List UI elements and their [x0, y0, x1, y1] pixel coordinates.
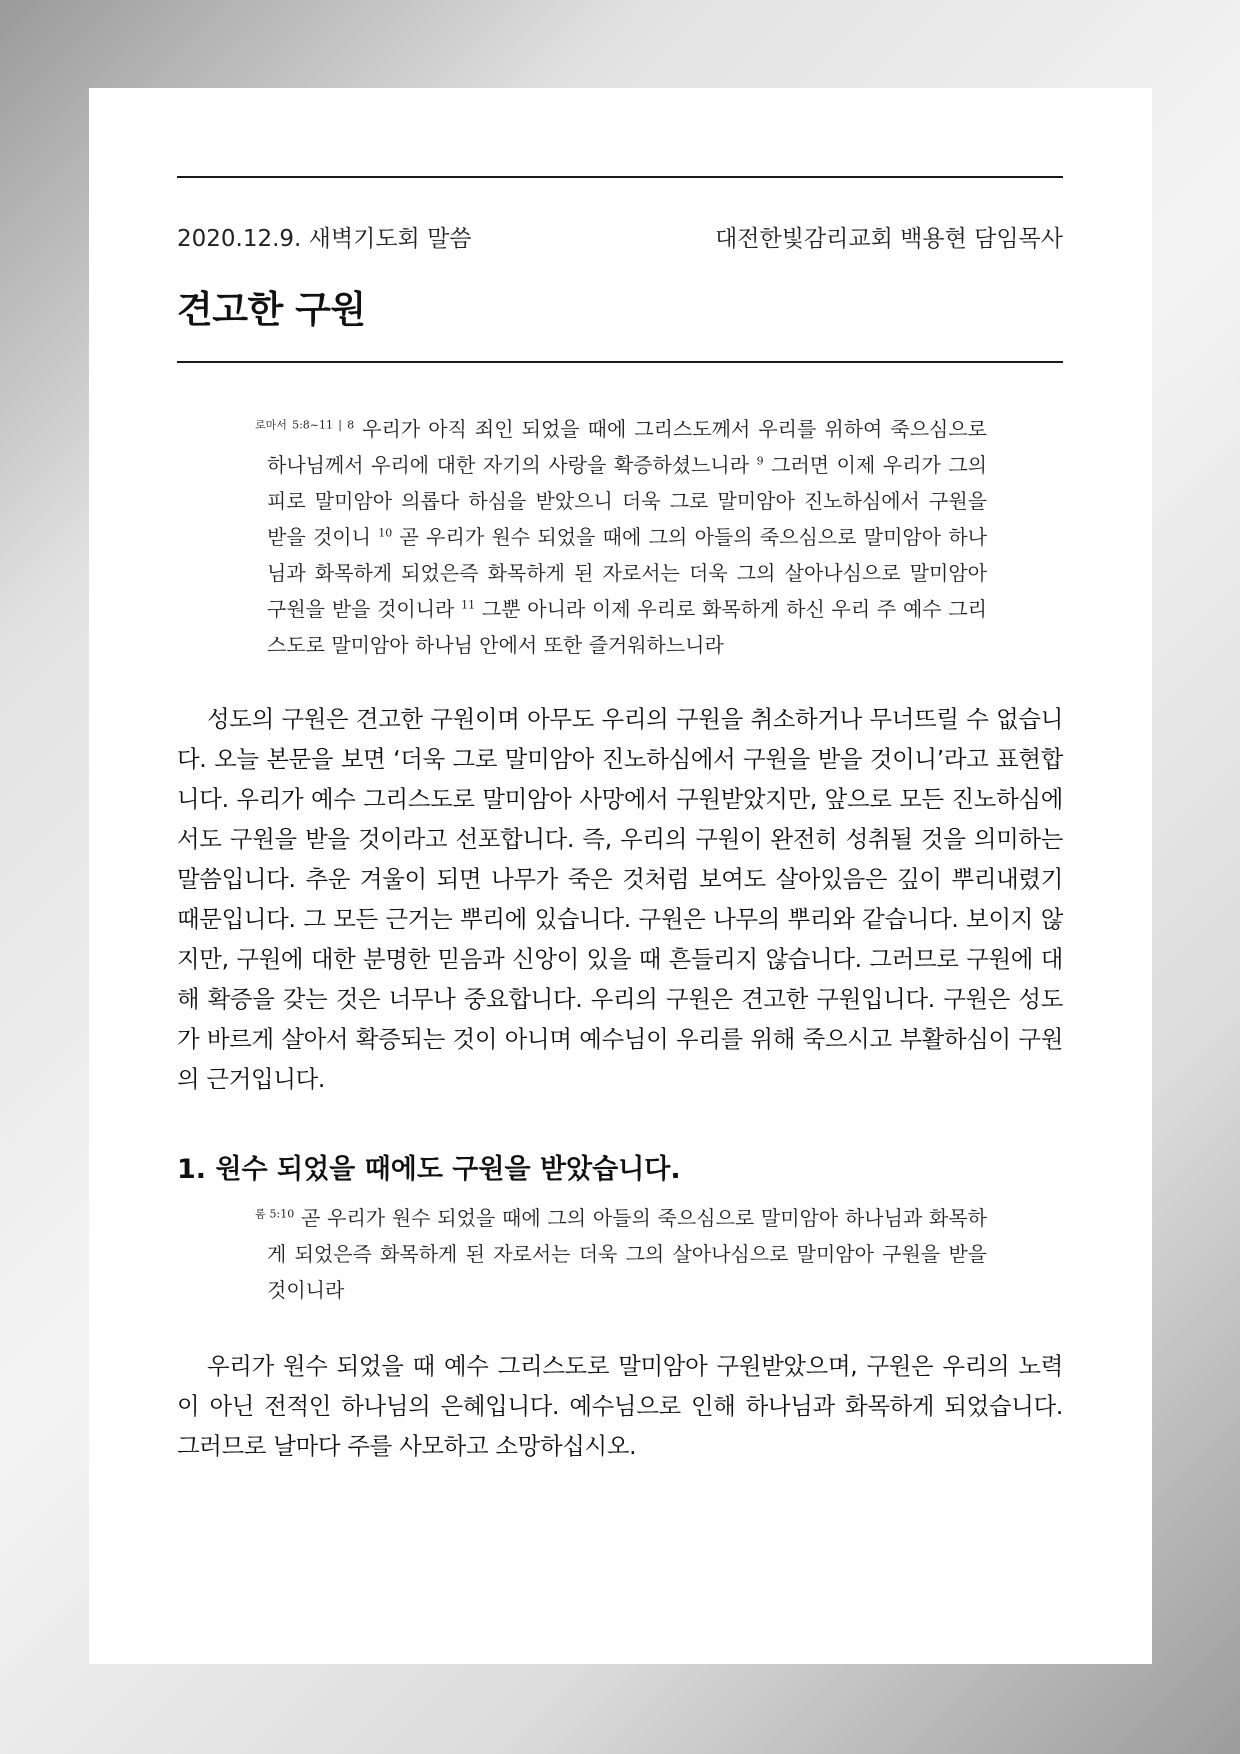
top-rule — [177, 176, 1063, 178]
scripture-passage — [255, 411, 987, 663]
title-rule — [177, 361, 1063, 363]
section-heading-1: 1. 원수 되었을 때에도 구원을 받았습니다. — [177, 1154, 681, 1185]
body-paragraph-1: 성도의 구원은 견고한 구원이며 아무도 우리의 구원을 취소하거나 무너뜨릴 수 없습니다. 오늘 본문을 보면 ‘더욱 그로 말미암아 진노하심에서 구원을 받을 것이니’라고 표현합니다. 우리가 예수 그리스도로 말미암아 사망에서 구원받았지만, 앞으로 모든 진노하심에서도 구원을 받을 것이라고 선포합니다. 즉, 우리의 구원이 완전히 성취될 것을 의미하는 말씀입니다. 추운 겨울이 되면 나무가 죽은 것처럼 보여도 살아있음은 깊이 뿌리내렸기 때문입니다. 그 모든 근거는 뿌리에 있습니다. 구원은 나무의 뿌리와 같습니다. 보이지 않지만, 구원에 대한 분명한 믿음과 신앙이 있을 때 흔들리지 않습니다. 그러므로 구원에 대해 확증을 갖는 것은 너무나 중요합니다. 우리의 구원은 견고한 구원입니다. 구원은 성도가 바르게 살아서 확증되는 것이 아니며 예수님이 우리를 위해 죽으시고 부활하심이 구원의 근거입니다. — [177, 705, 1063, 1093]
sermon-title: 견고한 구원 — [177, 288, 366, 331]
verse-9-number: 9 — [756, 454, 764, 468]
section-1-scripture-reference: 롬 5:10 — [255, 1207, 295, 1221]
service-date: 2020.12.9. 새벽기도회 말씀 — [177, 226, 472, 252]
verse-10-number: 10 — [378, 526, 393, 540]
document-header — [177, 220, 1063, 253]
scripture-reference: 로마서 5:8~11 | 8 — [255, 418, 355, 432]
verse-10-text: 곧 우리가 원수 되었을 때에 그의 아들의 죽으심으로 말미암아 하나님과 화목하게 되었은즉 화목하게 된 자로서는 더욱 그의 살아나심으로 말미암아 구원을 받을 것이니라 — [267, 525, 987, 621]
document-content — [177, 176, 1063, 1466]
section-1-scripture — [255, 1200, 987, 1308]
document-page — [89, 88, 1152, 1664]
body-paragraph-2: 우리가 원수 되었을 때 예수 그리스도로 말미암아 구원받았으며, 구원은 우리의 노력이 아닌 전적인 하나님의 은혜입니다. 예수님으로 인해 하나님과 화목하게 되었습니다. 그러므로 날마다 주를 사모하고 소망하십시오. — [177, 1352, 1063, 1460]
verse-8-text: 우리가 아직 죄인 되었을 때에 그리스도께서 우리를 위하여 죽으심으로 하나님께서 우리에 대한 자기의 사랑을 확증하셨느니라 — [267, 417, 987, 477]
church-pastor: 대전한빛감리교회 백용현 담임목사 — [715, 226, 1063, 252]
verse-9-text: 그러면 이제 우리가 그의 피로 말미암아 의롭다 하심을 받았으니 더욱 그로 말미암아 진노하심에서 구원을 받을 것이니 — [267, 453, 987, 549]
section-1-scripture-text: 곧 우리가 원수 되었을 때에 그의 아들의 죽으심으로 말미암아 하나님과 화목하게 되었은즉 화목하게 된 자로서는 더욱 그의 살아나심으로 말미암아 구원을 받을 것이니라 — [267, 1206, 988, 1302]
verse-11-number: 11 — [461, 598, 476, 612]
verse-11-text: 그뿐 아니라 이제 우리로 화목하게 하신 우리 주 예수 그리스도로 말미암아 하나님 안에서 또한 즐거워하느니라 — [267, 597, 988, 657]
